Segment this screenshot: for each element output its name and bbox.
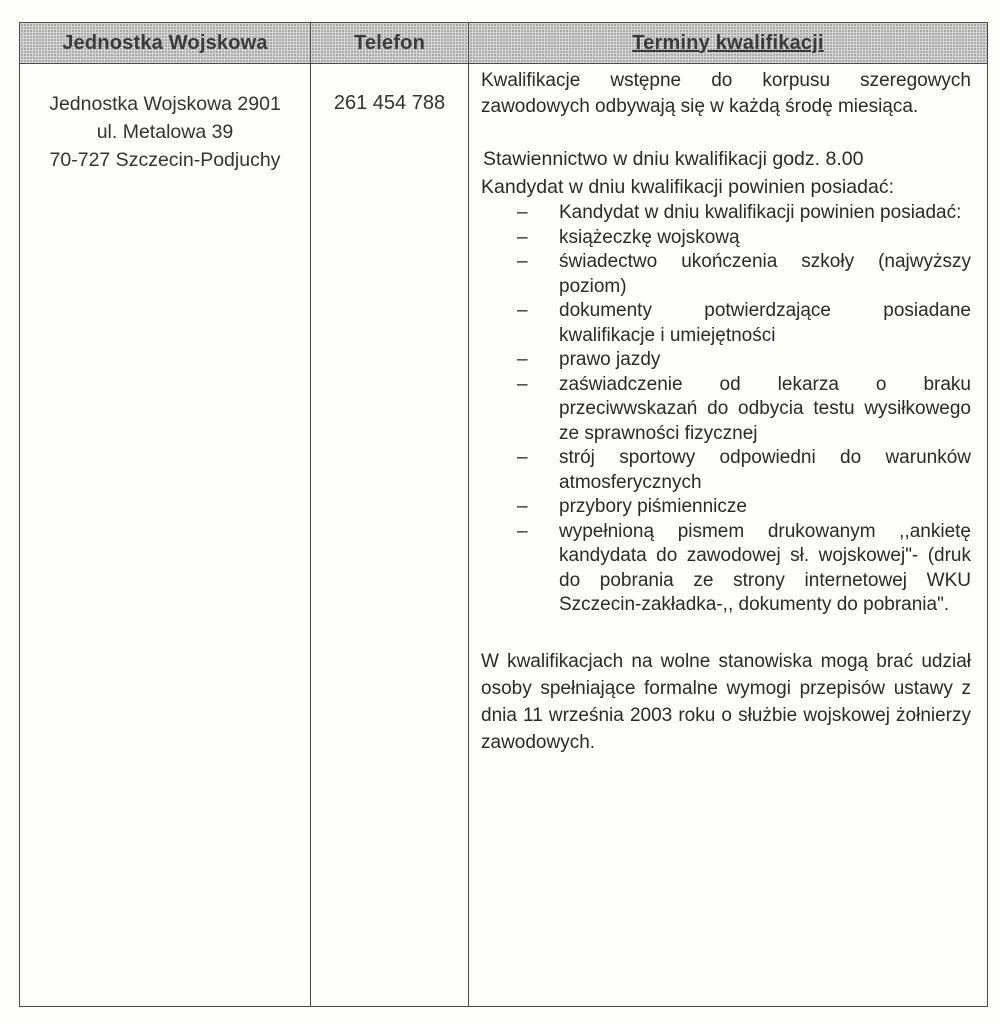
military-unit-cell [20,64,311,1007]
list-item: – Kandydat w dniu kwalifikacji powinien posiadać: [517,201,971,226]
list-item: – strój sportowy odpowiedni do warunków atmosferycznych [517,446,971,495]
list-item: – świadectwo ukończenia szkoły (najwyższy poziom) [517,250,971,299]
header-qualification-dates: Terminy kwalifikacji [469,23,988,64]
table-row [20,64,988,1007]
requirements-list [481,201,971,618]
table-header-row [20,23,988,64]
phone-number: 261 454 788 [333,92,446,114]
qualification-terms-cell [469,64,988,1007]
unit-name: Jednostka Wojskowa 2901 [49,93,281,115]
list-item: – książeczkę wojskową [517,226,971,251]
attendance-time: Stawiennictwo w dniu kwalifikacji godz. 8.00 [483,148,864,170]
list-item: – przybory piśmiennicze [517,495,971,520]
list-item: – prawo jazdy [517,348,971,373]
header-phone: Telefon [311,23,469,64]
unit-city: 70-727 Szczecin-Podjuchy [49,149,281,171]
list-item: – zaświadczenie od lekarza o braku przeciwwskazań do odbycia testu wysiłkowego ze sprawności fizycznej [517,373,971,447]
qualification-table [19,22,988,1007]
header-military-unit: Jednostka Wojskowa [20,23,311,64]
list-item: – dokumenty potwierdzające posiadane kwalifikacje i umiejętności [517,299,971,348]
closing-paragraph: W kwalifikacjach na wolne stanowiska mogą brać udział osoby spełniające formalne wymogi przepisów ustawy z dnia 11 września 2003 roku o służbie wojskowej żołnierzy zawodowych. [481,650,971,753]
terms-intro: Kwalifikacje wstępne do korpusu szeregowych zawodowych odbywają się w każdą środę miesiąca. [481,70,971,117]
phone-cell [311,64,469,1007]
list-item: – wypełnioną pismem drukowanym ,,ankietę kandydata do zawodowej sł. wojskowej"- (druk do pobrania ze strony internetowej WKU Szczecin-zakładka-,, dokumenty do pobrania". [517,520,971,618]
candidate-requirements-intro: Kandydat w dniu kwalifikacji powinien posiadać: [481,176,894,198]
unit-street: ul. Metalowa 39 [96,121,234,143]
